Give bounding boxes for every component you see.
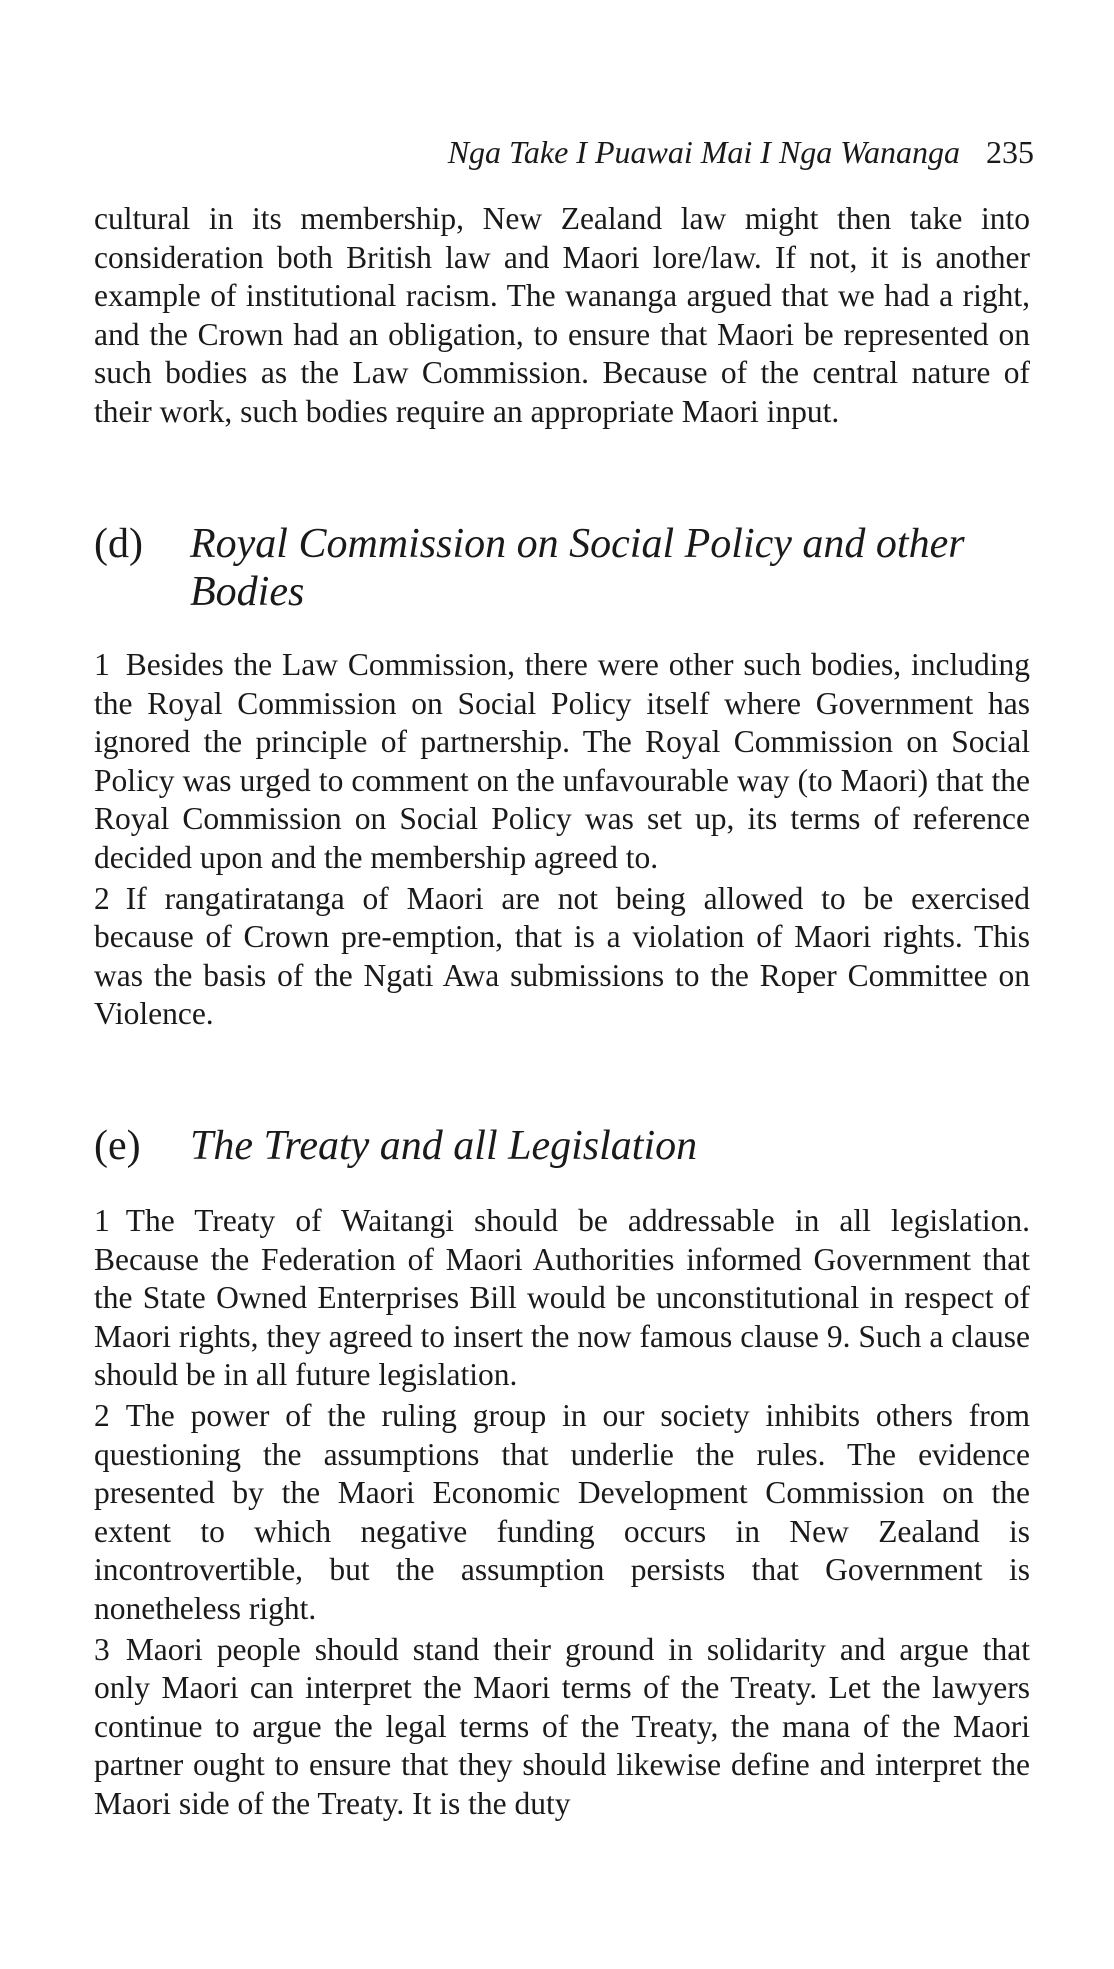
paragraph-text: The Treaty of Waitangi should be addressable in all legislation. Because the Federation of Maori Authorities informed Government that the State Owned Enterprises Bill would be unconstitutional in respect of Maori rights, they agreed to insert the now famous clause 9. Such a clause should be in all future legislation. xyxy=(94,1203,1030,1393)
numbered-paragraph xyxy=(94,1631,1030,1824)
section-letter: (d) xyxy=(94,521,143,567)
running-head-title: Nga Take I Puawai Mai I Nga Wananga xyxy=(447,134,960,170)
section-heading-e xyxy=(94,1122,1034,1170)
paragraph-number: 1 xyxy=(94,1203,110,1238)
running-head xyxy=(448,132,1034,172)
numbered-paragraph xyxy=(94,1202,1030,1395)
numbered-paragraph xyxy=(94,880,1030,1034)
paragraph-number: 3 xyxy=(94,1631,110,1667)
paragraph-text: The power of the ruling group in our society inhibits others from questioning the assumptions that underlie the rules. The evidence presented by the Maori Economic Development Commission on the extent to which negative funding occurs in New Zealand is incontrovertible, but the assumption persists that Government is nonetheless right. xyxy=(94,1397,1030,1626)
numbered-paragraph xyxy=(94,646,1030,878)
paragraph-number: 1 xyxy=(94,647,110,682)
page-number: 235 xyxy=(986,134,1034,170)
paragraph-text: Besides the Law Commission, there were other such bodies, including the Royal Commission on Social Policy itself where Government has ignored the principle of partnership. The Royal Commission on Social Policy was urged to comment on the unfavourable way (to Maori) that the Royal Commission on Social Policy was set up, its terms of reference decided upon and the membership agreed to. xyxy=(94,647,1030,875)
paragraph-text: If rangatiratanga of Maori are not being allowed to be exercised because of Crown pre-emption, that is a violation of Maori rights. This was the basis of the Ngati Awa submissions to the Roper Committee on Violence. xyxy=(94,880,1030,1032)
section-heading-d xyxy=(94,520,1034,616)
intro-paragraph: cultural in its membership, New Zealand law might then take into consideration both British law and Maori lore/law. If not, it is another example of institutional racism. The wananga argued that we had a right, and the Crown had an obligation, to ensure that Maori be represented on such bodies as the Law Commission. Because of the central nature of their work, such bodies require an appropriate Maori input. xyxy=(94,201,1030,429)
paragraph-number: 2 xyxy=(94,1397,110,1433)
paragraph-number: 2 xyxy=(94,880,110,916)
numbered-paragraph xyxy=(94,1397,1030,1629)
section-letter: (e) xyxy=(94,1123,141,1169)
section-title: The Treaty and all Legislation xyxy=(190,1123,698,1169)
section-title: Royal Commission on Social Policy and other Bodies xyxy=(190,521,965,615)
section-e-body xyxy=(94,1202,1030,1826)
intro-paragraph-block xyxy=(94,200,1030,432)
section-d-body xyxy=(94,646,1030,1036)
paragraph-text: Maori people should stand their ground in solidarity and argue that only Maori can interpret the Maori terms of the Treaty. Let the lawyers continue to argue the legal terms of the Treaty, the mana of the Maori partner ought to ensure that they should likewise define and interpret the Maori side of the Treaty. It is the duty xyxy=(94,1631,1030,1821)
